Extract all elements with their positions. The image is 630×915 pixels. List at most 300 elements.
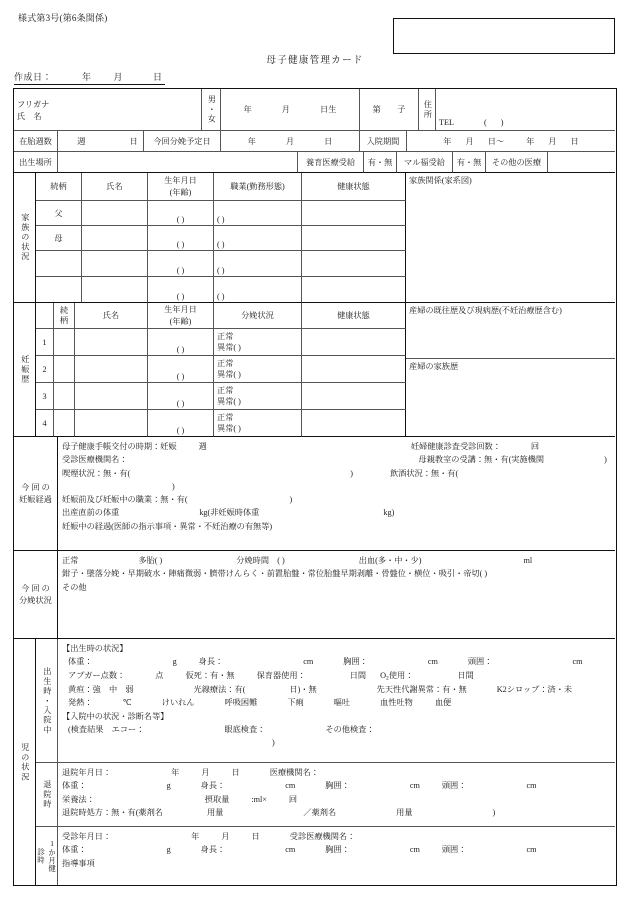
hp-month2: 月 (548, 136, 557, 146)
pregnancy-course-label-line2: 妊娠経過 (19, 494, 52, 504)
checkup-label-col1: 1か月健 (47, 839, 57, 873)
del-line-2 (62, 567, 611, 580)
dis-dose1: 用量 (206, 807, 224, 817)
family-job-paren-2: ( ) (217, 266, 225, 275)
pregnancy-history-label-text: 妊娠歴 (20, 354, 30, 385)
dis-height-label: 身長： (200, 781, 226, 791)
pc-line-4 (62, 493, 611, 506)
ph-row-no (36, 329, 54, 356)
gestation-week-unit: 週 (77, 136, 86, 146)
chk-head-unit: cm (526, 845, 537, 855)
family-row-birth[interactable] (148, 201, 214, 226)
del-duration: 分娩時間 ( ) (236, 556, 285, 565)
ph-birth-paren-2: ( ) (176, 399, 185, 408)
bh-chest-label: 胸囲： (343, 657, 368, 667)
pc-alcohol-label: 飲酒状況：無・有( (389, 468, 459, 478)
pc-occupation-close: ) (289, 495, 293, 505)
bh-apgar-unit: 点 (155, 670, 164, 680)
bh-asphyxia: 仮死：有・無 (185, 670, 235, 680)
family-row-name[interactable] (82, 251, 148, 277)
ph-birth-paren-1: ( ) (176, 372, 185, 381)
gestation-weeks-label-cell (14, 131, 58, 152)
dis-line-3 (62, 793, 611, 806)
ph-row-name[interactable] (75, 329, 148, 356)
family-birth-paren-1: ( ) (176, 240, 185, 249)
ph-row-no (36, 410, 54, 437)
hospital-period-value-cell[interactable] (407, 131, 615, 152)
bh-exam-close: ) (272, 738, 275, 748)
family-row-relation[interactable] (36, 277, 82, 303)
bh-phototherapy-unit: 日)・無 (289, 684, 317, 694)
pc-mothers-class-close: ) (604, 455, 607, 465)
family-col-health-header (302, 173, 406, 201)
bh-dyspnea: 呼吸困難 (224, 698, 258, 708)
ph-abnormal-2: 異常( ) (217, 396, 241, 406)
due-day: 日 (324, 136, 333, 146)
ph-row-delivery[interactable] (214, 356, 302, 383)
creation-date-label: 作成日： (14, 72, 53, 82)
chk-chest-label: 胸囲： (325, 845, 350, 855)
family-row-name[interactable] (82, 201, 148, 226)
chk-month: 月 (221, 832, 230, 841)
bh-chest-unit: cm (427, 657, 438, 667)
ph-col-no-header (36, 303, 54, 329)
family-row-health[interactable] (302, 251, 406, 277)
dis-head-label: 頭囲： (441, 781, 467, 791)
birth-hospitalization-content[interactable] (58, 639, 615, 763)
creation-day: 日 (153, 72, 163, 82)
ph-abnormal-1: 異常( ) (217, 369, 241, 379)
ph-row-no (36, 356, 54, 383)
ph-normal-3: 正常 (217, 413, 234, 423)
family-row-job[interactable] (214, 201, 302, 226)
family-birth-header-line2: (年齢) (169, 187, 192, 197)
pc-smoking-label: 喫煙状況：無・有( (62, 468, 131, 478)
family-row-birth[interactable] (148, 277, 214, 303)
ph-abnormal-3: 異常( ) (217, 423, 241, 433)
hp-year2: 年 (526, 136, 535, 146)
dis-day: 日 (231, 768, 240, 777)
pc-line-1 (62, 440, 611, 453)
hospital-period-label-cell (360, 131, 407, 152)
bh-o2-unit: 日間 (457, 670, 474, 680)
hp-month1: 月 (465, 136, 474, 146)
family-job-paren-3: ( ) (217, 292, 225, 301)
pc-line-5 (62, 506, 611, 519)
past-history-area[interactable] (406, 303, 615, 359)
del-line-3 (62, 581, 611, 594)
discharge-vertical-label (36, 763, 58, 827)
child-status-label-text: 児の状況 (20, 742, 30, 782)
chk-line-3 (62, 857, 611, 870)
dis-date-label: 退院年月日： (62, 768, 112, 777)
tel-paren-close: ) (500, 118, 504, 127)
family-job-header-text: 職業(勤務形態) (230, 182, 285, 191)
ph-birth-paren-3: ( ) (176, 426, 185, 435)
delivery-label-line2: 分娩状況 (19, 595, 52, 605)
dis-intake-label: 摂取量 (204, 794, 230, 804)
family-name-header-text: 氏名 (106, 182, 123, 191)
dis-nutrition-label: 栄養法： (62, 794, 95, 804)
gestation-weeks-value-cell[interactable] (58, 131, 144, 152)
family-row-job[interactable] (214, 226, 302, 251)
family-relation-0: 父 (54, 208, 63, 218)
birth-place-value-cell[interactable] (58, 152, 298, 173)
form-number: 様式第3号(第6条関係) (18, 13, 108, 23)
ph-birth-paren-0: ( ) (176, 345, 185, 354)
ph-birth-header-line2: (年齢) (169, 316, 192, 326)
ph-row-name[interactable] (75, 356, 148, 383)
bh-fundus-label: 眼底検査： (224, 724, 266, 734)
pc-prebirth-weight-label: 出産直前の体重 (62, 508, 120, 518)
gestation-weeks-label: 在胎週数 (19, 136, 52, 146)
delivery-status-content[interactable] (58, 551, 615, 639)
ph-col-birth-header (148, 303, 214, 329)
due-date-value-cell[interactable] (221, 131, 360, 152)
maru-fuku-value: 有・無 (456, 157, 482, 167)
ph-name-header-text: 氏名 (102, 311, 120, 320)
family-birth-paren-3: ( ) (176, 292, 185, 301)
birth-day: 日生 (320, 105, 337, 114)
birth-hospitalization-vertical-label (36, 639, 58, 763)
dis-prescription-label: 退院時処方：無・有(薬剤名 (62, 807, 163, 817)
bh-apgar-label: アプガー点数： (68, 670, 126, 680)
chk-line-1 (62, 830, 611, 843)
family-relation-1: 母 (54, 233, 63, 243)
pc-handbook-label: 母子健康手帳交付の時期：妊娠 (62, 442, 177, 451)
dis-drug2-label: ／薬剤名 (303, 807, 337, 817)
dis-height-unit: cm (285, 781, 296, 791)
pc-mothers-class-label: 母親教室の受講：無・有(実施機関 (418, 455, 545, 465)
bh-line-3 (62, 683, 611, 696)
family-row-relation[interactable] (36, 201, 82, 226)
birth-month: 月 (281, 105, 290, 114)
ph-health-header-text: 健康状態 (337, 311, 370, 320)
chk-weight-unit: g (166, 845, 171, 855)
sex-value: 男・女 (207, 94, 217, 125)
pc-course-notes-label: 妊娠中の経過(医師の指示事項・異常・不妊治療の有無等) (62, 521, 273, 531)
ph-row-relation[interactable] (54, 356, 75, 383)
family-status-vertical-label (14, 173, 36, 303)
ph-row-birth[interactable] (148, 410, 214, 437)
pc-alcohol-close: ) (172, 481, 175, 491)
bh-o2-use-label: 使用： (388, 670, 414, 680)
dis-prescription-close: ) (492, 807, 496, 817)
maternal-family-history-area[interactable] (406, 359, 615, 437)
pregnancy-course-content[interactable] (58, 437, 615, 551)
ph-col-health-header (302, 303, 406, 329)
hp-year1: 年 (443, 136, 452, 146)
dis-month: 月 (201, 768, 210, 777)
tel-paren-open: ( (484, 118, 487, 127)
bh-bloody-vomit: 血性吐物 (380, 698, 413, 708)
due-date-label: 今回分娩予定日 (153, 136, 211, 146)
pc-occupation-label: 妊娠前及び妊娠中の職業：無・有( (62, 495, 188, 505)
del-normal: 正常 (62, 556, 79, 565)
bh-incubator-label: 保育器使用： (256, 670, 306, 680)
nurture-medical-value: 有・無 (367, 157, 393, 167)
nurture-medical-label-cell (298, 152, 364, 173)
discharge-content[interactable] (58, 763, 615, 827)
chk-height-label: 身長： (200, 845, 226, 855)
delivery-label-line1: 今 回 の (21, 583, 50, 593)
bh-o2-label: O (380, 670, 387, 680)
ph-relation-header-line1: 続 (59, 306, 69, 316)
ph-col-relation-header (54, 303, 75, 329)
dis-dose2: 用量 (396, 807, 413, 817)
bh-height-unit: cm (303, 657, 314, 667)
ph-row-name[interactable] (75, 410, 148, 437)
ph-row-name[interactable] (75, 383, 148, 410)
family-row-job[interactable] (214, 251, 302, 277)
ph-row-birth[interactable] (148, 329, 214, 356)
family-birth-header-line1: 生年月日 (164, 176, 197, 186)
past-history-label: 産婦の既往歴及び現病歴(不妊治療歴含む) (409, 306, 562, 315)
chk-date-label: 受診年月日： (62, 832, 112, 841)
family-birth-paren-2: ( ) (176, 266, 185, 275)
pc-checkups-unit: 回 (530, 442, 540, 451)
ph-no-2: 3 (42, 391, 47, 401)
birth-order-label: 第 子 (372, 105, 406, 114)
creation-year: 年 (82, 72, 92, 82)
family-job-paren-1: ( ) (217, 240, 225, 249)
dis-chest-label: 胸囲： (325, 781, 350, 791)
bh-metabolic: 先天性代謝異常：有・無 (376, 684, 467, 694)
pc-smoking-close: ) (350, 468, 353, 478)
bh-other-exam-label: その他検査： (325, 724, 375, 734)
bh-fever-label: 発熱： (68, 698, 93, 708)
dis-line-2 (62, 779, 611, 792)
family-col-birth-header (148, 173, 214, 201)
ph-row-birth[interactable] (148, 356, 214, 383)
family-row-name[interactable] (82, 226, 148, 251)
bh-weight-unit: g (172, 657, 177, 667)
genogram-label: 家族関係(家系図) (409, 176, 472, 185)
family-row-health[interactable] (302, 226, 406, 251)
family-status-label-text: 家族の状況 (20, 213, 30, 262)
name-label: 氏 名 (17, 111, 42, 121)
child-status-vertical-label (14, 639, 36, 885)
dis-intake-times: 回 (288, 794, 298, 804)
pc-prepregnancy-weight-unit: kg) (383, 508, 395, 518)
dis-line-1 (62, 766, 611, 779)
other-medical-label-cell (486, 152, 548, 173)
address-label-cell (419, 89, 436, 131)
pc-line-6 (62, 520, 611, 533)
bh-line-6 (62, 723, 611, 750)
dis-weight-label: 体重： (62, 781, 87, 791)
del-other: その他 (62, 582, 87, 592)
bh-height-label: 身長： (198, 657, 224, 667)
address-label: 住所 (423, 99, 433, 120)
birthdate-cell[interactable] (221, 89, 360, 131)
due-year: 年 (247, 136, 256, 146)
bh-echo-label: (検査結果 エコー： (68, 724, 145, 734)
dis-weight-unit: g (166, 781, 171, 791)
pregnancy-course-label-line1: 今 回 の (21, 482, 50, 492)
ph-row-health[interactable] (302, 356, 406, 383)
ph-row-no (36, 383, 54, 410)
bh-heading (62, 642, 611, 655)
ph-row-delivery[interactable] (214, 329, 302, 356)
pc-prepregnancy-weight-label: kg(非妊娠時体重 (199, 508, 260, 518)
bh-o2-subscript: 2 (386, 674, 389, 681)
ph-col-delivery-header (214, 303, 302, 329)
bh-incubator-unit: 日間 (349, 670, 367, 680)
dis-line-4 (62, 806, 611, 819)
chk-day: 日 (251, 832, 260, 841)
family-job-paren-0: ( ) (217, 215, 225, 224)
ph-relation-header-line2: 柄 (59, 315, 69, 325)
pregnancy-history-vertical-label (14, 303, 36, 437)
due-month: 月 (285, 136, 295, 146)
bh-line-4 (62, 696, 611, 709)
bh-jaundice: 黄疸：強 中 弱 (68, 684, 134, 694)
chk-hospital-label: 受診医療機関名： (289, 832, 356, 841)
maru-fuku-label-cell (397, 152, 453, 173)
bh-line-5 (62, 710, 611, 723)
ph-delivery-header-text: 分娩状況 (241, 311, 274, 320)
family-row-job[interactable] (214, 277, 302, 303)
bh-line-2 (62, 669, 611, 683)
family-row-health[interactable] (302, 201, 406, 226)
furigana-label: フリガナ (17, 100, 50, 110)
family-birth-paren-0: ( ) (176, 215, 185, 224)
family-row-relation[interactable] (36, 251, 82, 277)
bh-heading-text: 【出生時の状況】 (62, 644, 128, 653)
pc-handbook-unit: 週 (198, 442, 207, 451)
sex-cell[interactable] (202, 89, 221, 131)
hp-day2: 日 (570, 136, 579, 146)
birth-order-cell[interactable] (360, 89, 419, 131)
family-health-header-text: 健康状態 (337, 182, 370, 191)
ph-row-relation[interactable] (54, 383, 75, 410)
bh-head-unit: cm (572, 657, 583, 667)
maru-fuku-label: マル福受給 (404, 157, 445, 167)
form-frame (13, 88, 617, 886)
birth-place-label-cell (14, 152, 58, 173)
ph-normal-2: 正常 (217, 386, 234, 396)
bh-weight-label: 体重： (68, 657, 93, 667)
bh-k2-syrup: K2シロップ：済・未 (496, 684, 573, 694)
dis-chest-unit: cm (409, 781, 420, 791)
family-col-job-header (214, 173, 302, 201)
ph-normal-0: 正常 (217, 332, 234, 342)
bh-head-label: 頭囲： (467, 657, 493, 667)
ph-row-relation[interactable] (54, 329, 75, 356)
one-month-checkup-content[interactable] (58, 827, 615, 885)
bh-fever-unit: ℃ (122, 698, 132, 708)
chk-chest-unit: cm (409, 845, 420, 855)
chk-line-2 (62, 843, 611, 856)
ph-no-0: 1 (42, 337, 47, 347)
nurture-medical-value-cell[interactable] (364, 152, 397, 173)
bh-phototherapy-label: 光線療法：有( (193, 684, 246, 694)
del-complications: 鉗子・墜落分娩・早期破水・陣痛微弱・臍帯けんらく・前置胎盤・常位胎盤早期剥離・骨盤位・横位・吸引・帝切( ) (62, 569, 488, 579)
one-month-checkup-vertical-label (36, 827, 58, 885)
ph-row-birth[interactable] (148, 383, 214, 410)
chk-weight-label: 体重： (62, 845, 87, 855)
maru-fuku-value-cell[interactable] (453, 152, 486, 173)
creation-date-line (14, 70, 165, 85)
ph-row-delivery[interactable] (214, 410, 302, 437)
family-row-relation[interactable] (36, 226, 82, 251)
del-multiple: 多胎( ) (138, 556, 163, 565)
bh-convulsion: けいれん (161, 698, 195, 708)
maternal-family-history-label: 産婦の家族歴 (409, 362, 459, 371)
pc-checkups-label: 妊婦健康診査受診回数： (410, 442, 501, 451)
del-bleeding-unit: ml (523, 556, 533, 565)
family-col-relation-header (36, 173, 82, 201)
family-row-birth[interactable] (148, 226, 214, 251)
del-bleeding: 出血(多・中・少) (358, 556, 422, 565)
bh-vomit: 嘔吐 (333, 698, 351, 708)
pc-line-3 (62, 467, 611, 494)
chk-guidance-label: 指導事項 (62, 858, 95, 868)
ph-no-1: 2 (42, 364, 47, 374)
pc-line-2 (62, 453, 611, 466)
dis-hospital-label: 医療機関名： (269, 768, 319, 777)
ph-no-3: 4 (42, 418, 47, 428)
pregnancy-course-vertical-label (14, 437, 58, 551)
hospital-period-label: 入院期間 (366, 136, 400, 146)
chk-head-label: 頭囲： (441, 845, 467, 855)
delivery-status-vertical-label (14, 551, 58, 639)
chk-height-unit: cm (285, 845, 296, 855)
other-medical-label: その他の医療 (491, 157, 542, 167)
del-line-1 (62, 554, 611, 567)
stamp-box[interactable] (393, 18, 615, 54)
bh-line-1 (62, 655, 611, 668)
dis-year: 年 (171, 768, 180, 777)
address-tel-cell[interactable] (436, 89, 615, 131)
ph-row-health[interactable] (302, 410, 406, 437)
creation-month: 月 (113, 72, 124, 82)
family-row-name[interactable] (82, 277, 148, 303)
family-row-birth[interactable] (148, 251, 214, 277)
ph-normal-1: 正常 (217, 359, 234, 369)
family-row-health[interactable] (302, 277, 406, 303)
ph-row-health[interactable] (302, 383, 406, 410)
genogram-area[interactable] (406, 173, 615, 303)
gestation-day-unit: 日 (129, 136, 138, 146)
bh-diarrhea: 下痢 (287, 698, 304, 708)
birth-place-label: 出生場所 (19, 157, 52, 167)
nurture-medical-label: 養育医療受給 (305, 157, 356, 167)
family-relation-header-text: 続柄 (50, 182, 67, 191)
ph-row-delivery[interactable] (214, 383, 302, 410)
dis-head-unit: cm (526, 781, 537, 791)
discharge-label-text: 退院時 (42, 779, 52, 810)
ph-row-relation[interactable] (54, 410, 75, 437)
ph-col-name-header (75, 303, 148, 329)
bh-admission-heading: 【入院中の状況・診断名等】 (62, 711, 169, 721)
tel-label: TEL (439, 118, 455, 127)
pc-clinic-label: 受診医療機関名： (62, 455, 128, 465)
birth-hospitalization-label-text: 出生時・入院中 (42, 666, 52, 735)
furigana-name-cell[interactable] (14, 89, 202, 131)
hp-day1: 日〜 (487, 136, 505, 146)
ph-row-health[interactable] (302, 329, 406, 356)
family-col-name-header (82, 173, 148, 201)
other-medical-value-cell[interactable] (548, 152, 615, 173)
checkup-label-col2: 診時 (36, 848, 46, 864)
bh-bloody-stool: 血便 (434, 698, 452, 708)
birth-year: 年 (243, 105, 252, 114)
dis-intake-unit: :ml× (251, 794, 267, 804)
due-date-label-cell (144, 131, 221, 152)
chk-year: 年 (191, 832, 200, 841)
